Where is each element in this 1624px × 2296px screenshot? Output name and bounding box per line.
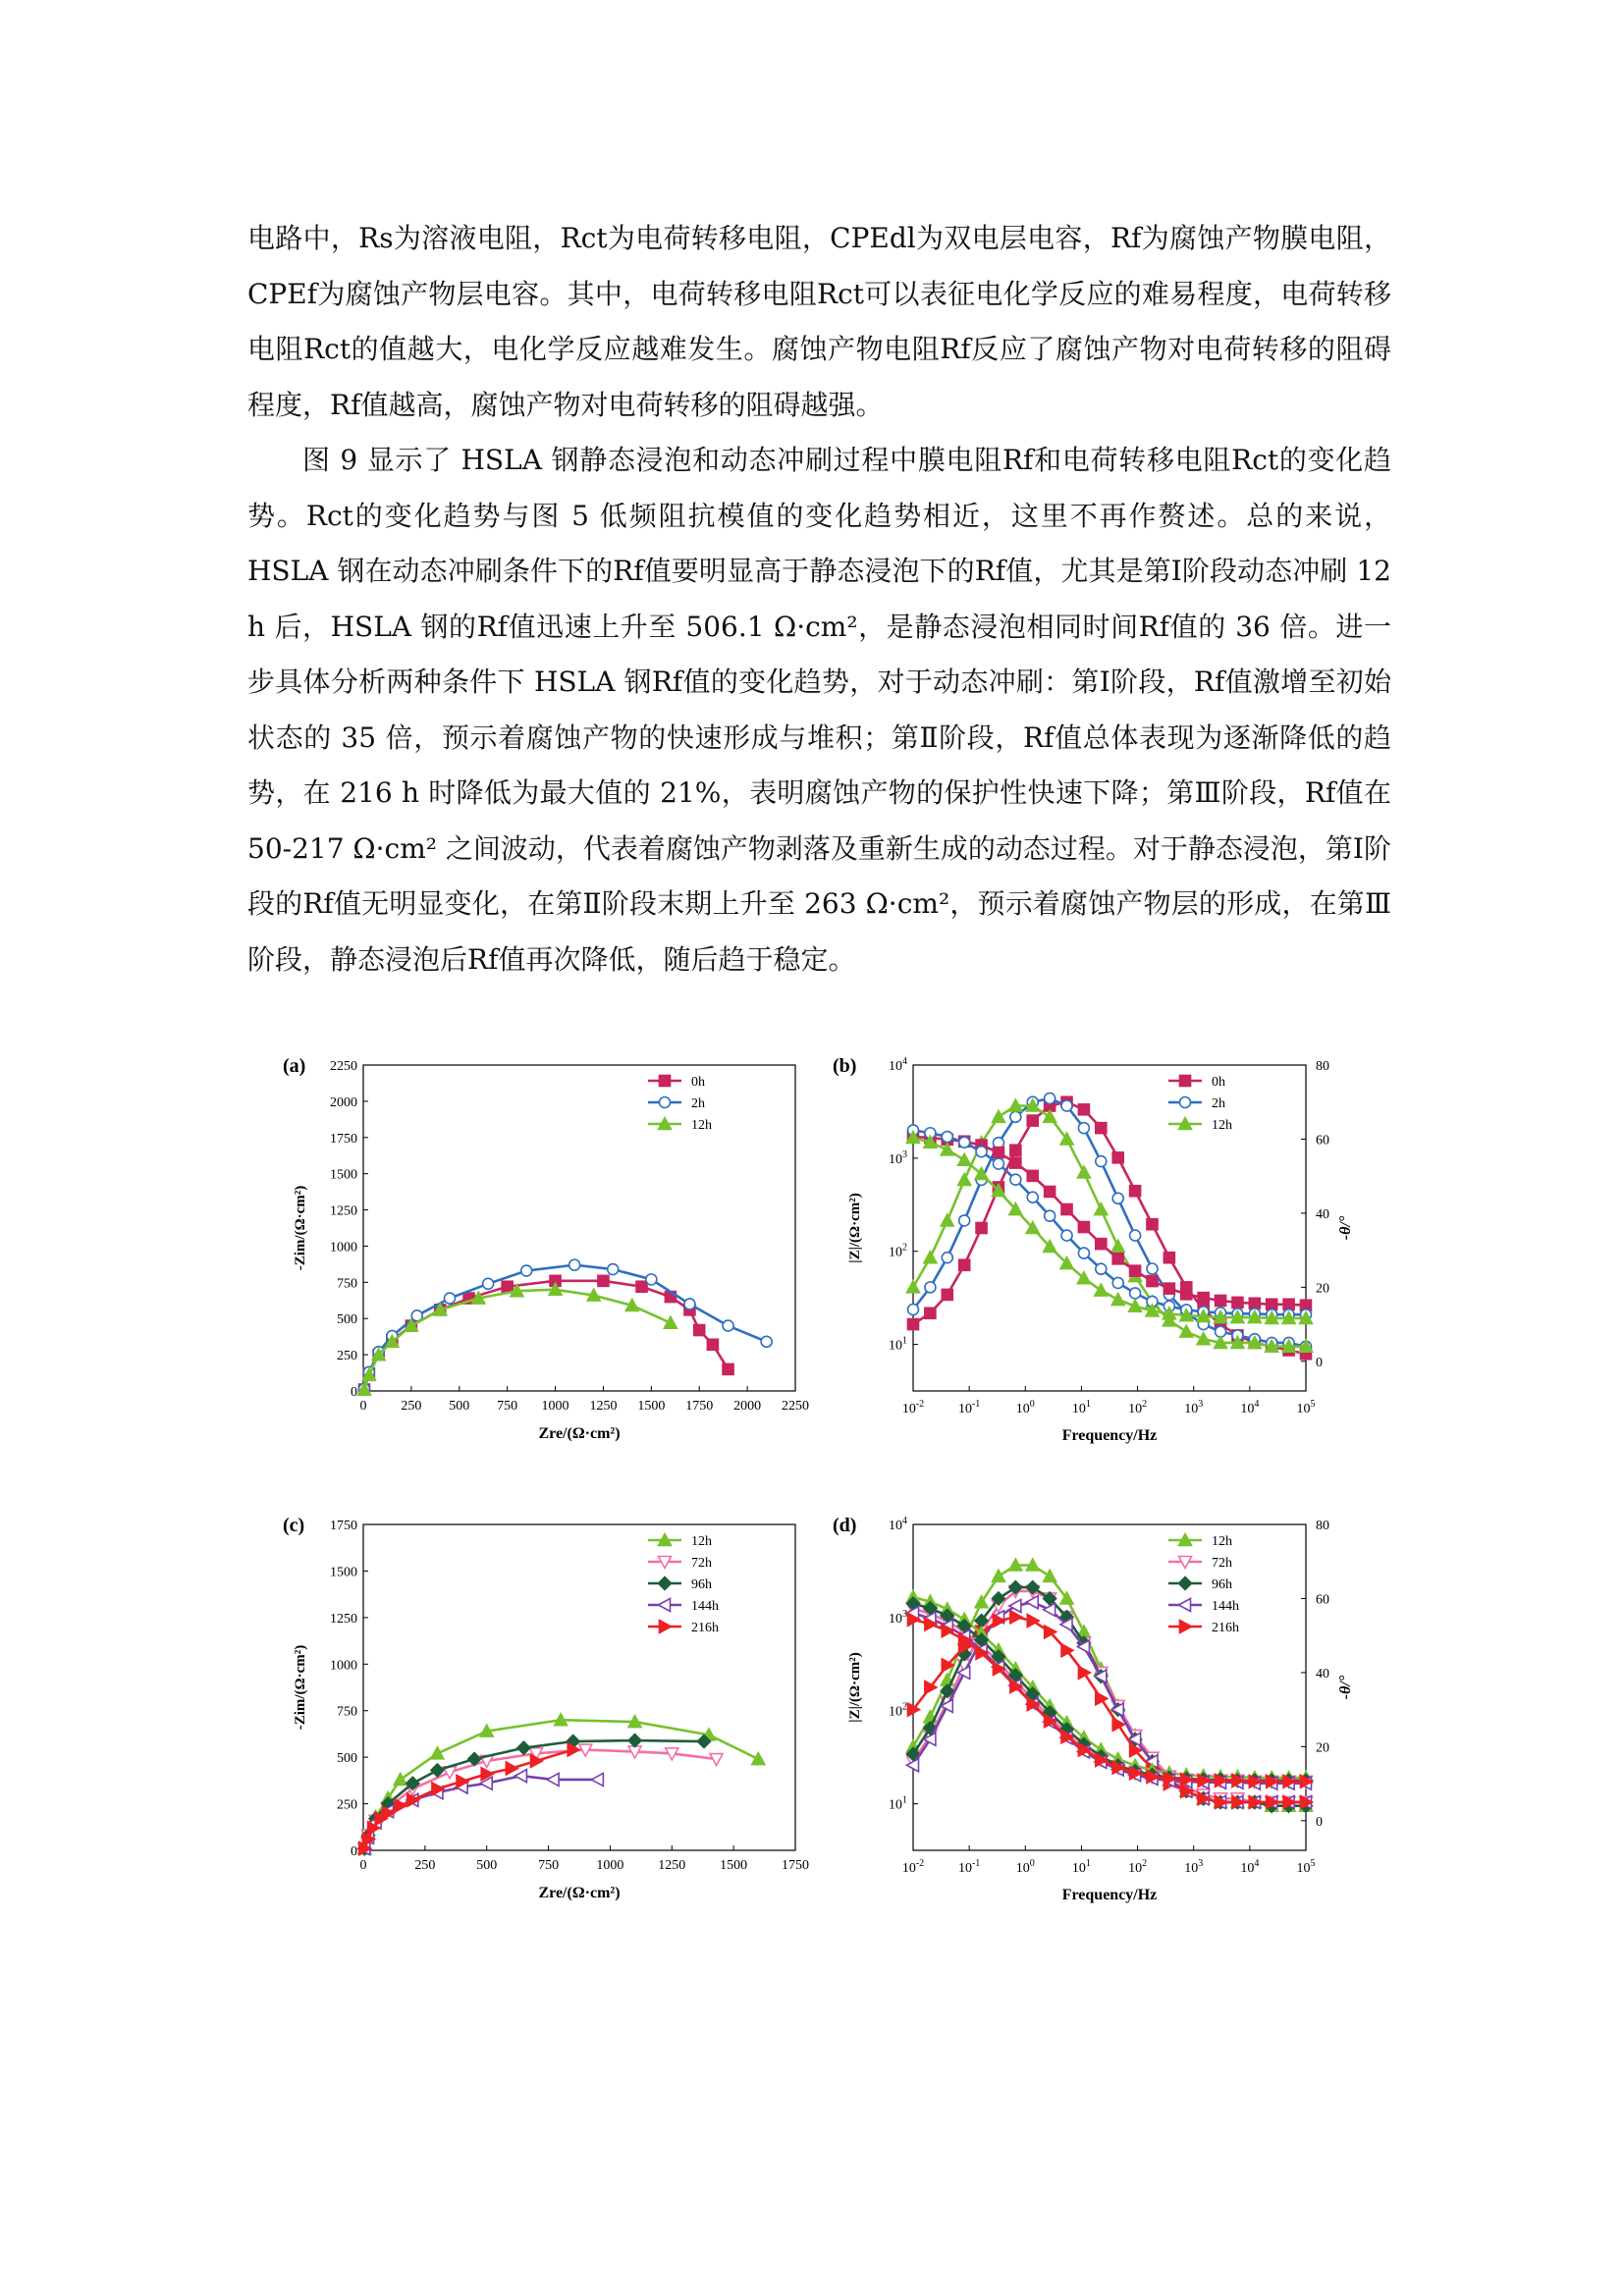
x-tick-label: $10^2$	[1128, 1858, 1148, 1876]
y-tick-label: $10^1$	[889, 1335, 907, 1354]
phase-point-12h	[924, 1252, 937, 1263]
x-tick-label: $10^1$	[1071, 1399, 1091, 1416]
x-tick-label: 1250	[589, 1399, 618, 1414]
y2-tick-label: 60	[1316, 1133, 1329, 1148]
legend-label-96h: 96h	[691, 1577, 712, 1592]
legend-marker-96h	[1179, 1577, 1192, 1590]
x-tick-label: 1000	[541, 1399, 569, 1414]
panel-label: (b)	[833, 1055, 857, 1077]
x-tick-label: 750	[538, 1858, 560, 1873]
modulus-point-0h	[1181, 1289, 1192, 1300]
y2-tick-label: 80	[1316, 1519, 1329, 1533]
phase-point-12h	[1044, 1110, 1056, 1122]
x-tick-label: 250	[414, 1858, 436, 1873]
y-tick-label: 500	[337, 1312, 357, 1328]
modulus-point-2h	[1010, 1174, 1021, 1185]
phase-point-0h	[1164, 1253, 1174, 1263]
x-tick-label: $10^0$	[1015, 1858, 1035, 1876]
phase-point-0h	[908, 1319, 919, 1330]
y-axis-label: |Z|/(Ω·cm²)	[847, 1193, 863, 1263]
modulus-point-0h	[1045, 1187, 1056, 1198]
phase-point-0h	[942, 1289, 952, 1300]
x-tick-label: $10^0$	[1015, 1399, 1035, 1416]
x-tick-label: 0	[359, 1399, 367, 1414]
y-tick-label: 1250	[330, 1203, 357, 1219]
phase-point-12h	[958, 1173, 971, 1185]
data-point-2h	[684, 1299, 695, 1309]
legend-label-216h: 216h	[691, 1621, 719, 1635]
x-tick-label: 1750	[685, 1399, 714, 1414]
modulus-point-0h	[1147, 1276, 1158, 1287]
y-tick-label: 250	[337, 1797, 357, 1813]
series-line-144h	[364, 1776, 598, 1848]
plot-frame	[363, 1524, 795, 1850]
data-point-12h	[752, 1753, 765, 1765]
phase-point-0h	[1112, 1152, 1123, 1163]
modulus-point-0h	[1078, 1222, 1089, 1233]
phase-point-2h	[1147, 1263, 1158, 1274]
phase-point-0h	[1010, 1145, 1021, 1155]
y-tick-label: 1250	[330, 1611, 357, 1627]
phase-point-0h	[1130, 1186, 1141, 1197]
legend-label-12h: 12h	[691, 1118, 712, 1133]
modulus-point-2h	[993, 1158, 1003, 1169]
data-point-12h	[431, 1747, 444, 1759]
modulus-line-2h	[913, 1130, 1306, 1314]
y-tick-label: 0	[351, 1844, 357, 1859]
legend-label-12h: 12h	[691, 1534, 712, 1549]
x-tick-label: 1500	[720, 1858, 748, 1873]
modulus-point-2h	[976, 1147, 987, 1157]
figure-panel-a	[265, 1042, 815, 1484]
y-tick-label: 1500	[330, 1565, 357, 1580]
x-tick-label: $10^3$	[1184, 1858, 1204, 1876]
phase-point-0h	[959, 1259, 970, 1270]
modulus-point-2h	[1061, 1230, 1072, 1241]
y-tick-label: $10^4$	[889, 1516, 907, 1533]
phase-point-12h	[1095, 1203, 1108, 1215]
phase-point-12h	[1111, 1240, 1124, 1252]
phase-point-12h	[1180, 1325, 1193, 1337]
data-point-0h	[694, 1325, 705, 1336]
y-tick-label: 1750	[330, 1519, 357, 1533]
data-point-0h	[598, 1275, 609, 1286]
series-line-12h	[364, 1290, 671, 1390]
modulus-point-2h	[1045, 1210, 1056, 1221]
modulus-point-12h	[958, 1153, 971, 1165]
legend-marker-216h	[660, 1621, 672, 1633]
modulus-point-2h	[942, 1132, 952, 1143]
data-point-2h	[761, 1336, 772, 1347]
phase-line-12h	[913, 1566, 1306, 1806]
legend-label-96h: 96h	[1212, 1577, 1232, 1592]
phase-point-2h	[1130, 1230, 1141, 1241]
data-point-2h	[723, 1320, 733, 1331]
legend-label-144h: 144h	[1212, 1599, 1239, 1614]
data-point-2h	[608, 1264, 619, 1275]
y-axis-label: -Zim/(Ω·cm²)	[293, 1185, 308, 1271]
modulus-point-12h	[1111, 1294, 1124, 1306]
phase-point-2h	[1078, 1123, 1089, 1134]
phase-point-12h	[941, 1214, 953, 1226]
x-tick-label: $10^5$	[1296, 1858, 1316, 1876]
y-tick-label: 1000	[330, 1240, 357, 1255]
y2-axis-label: -θ/°	[1337, 1675, 1354, 1700]
data-point-0h	[707, 1339, 718, 1350]
data-point-2h	[445, 1293, 456, 1304]
phase-point-0h	[1096, 1123, 1107, 1134]
y-tick-label: 1750	[330, 1131, 357, 1147]
y-tick-label: $10^4$	[889, 1056, 907, 1074]
data-point-144h	[591, 1773, 603, 1786]
data-point-216h	[506, 1762, 517, 1775]
y2-tick-label: 20	[1316, 1281, 1329, 1297]
phase-point-0h	[1027, 1115, 1038, 1126]
phase-point-12h	[1044, 1570, 1056, 1581]
x-tick-label: $10^{-1}$	[957, 1858, 981, 1876]
x-tick-label: 2000	[733, 1399, 762, 1414]
y2-tick-label: 40	[1316, 1666, 1329, 1682]
legend-marker-0h	[660, 1076, 671, 1087]
modulus-point-0h	[1283, 1299, 1294, 1309]
legend-label-72h: 72h	[1212, 1556, 1232, 1571]
data-point-12h	[664, 1316, 677, 1328]
legend-label-0h: 0h	[1212, 1075, 1225, 1090]
legend-marker-2h	[1180, 1097, 1191, 1108]
modulus-point-0h	[1061, 1204, 1072, 1215]
x-tick-label: 1250	[658, 1858, 686, 1873]
data-point-0h	[723, 1363, 733, 1374]
phase-point-2h	[1010, 1111, 1021, 1122]
legend-marker-216h	[1180, 1621, 1192, 1633]
modulus-point-0h	[1249, 1298, 1260, 1308]
y-tick-label: $10^2$	[889, 1242, 907, 1260]
data-point-216h	[395, 1799, 406, 1812]
figure-panel-b	[815, 1042, 1365, 1484]
data-point-0h	[502, 1281, 513, 1292]
y-tick-label: $10^2$	[889, 1701, 907, 1720]
data-point-96h	[628, 1735, 641, 1747]
y2-tick-label: 0	[1316, 1814, 1323, 1830]
y2-tick-label: 40	[1316, 1206, 1329, 1222]
legend-label-2h: 2h	[1212, 1096, 1225, 1111]
data-point-0h	[636, 1281, 647, 1292]
y2-tick-label: 20	[1316, 1740, 1329, 1756]
figure-panel-d	[815, 1502, 1365, 1944]
y-axis-label: |Z|/(Ω·cm²)	[847, 1652, 863, 1723]
modulus-point-2h	[1027, 1192, 1038, 1202]
y-tick-label: 2250	[330, 1059, 357, 1074]
legend-marker-96h	[659, 1577, 672, 1590]
phase-point-2h	[1112, 1193, 1123, 1203]
modulus-point-2h	[1130, 1288, 1141, 1299]
modulus-point-2h	[1112, 1277, 1123, 1288]
modulus-point-0h	[1112, 1254, 1123, 1264]
y-tick-label: $10^3$	[889, 1148, 907, 1167]
data-point-2h	[646, 1274, 657, 1285]
data-point-144h	[514, 1770, 526, 1783]
legend-label-0h: 0h	[691, 1075, 705, 1090]
y-tick-label: 1000	[330, 1658, 357, 1674]
legend-label-2h: 2h	[691, 1096, 705, 1111]
x-tick-label: $10^5$	[1296, 1399, 1316, 1416]
x-axis-label: Frequency/Hz	[1061, 1427, 1158, 1444]
y-tick-label: $10^1$	[889, 1794, 907, 1813]
y-axis-label: -Zim/(Ω·cm²)	[293, 1644, 308, 1731]
phase-point-216h	[1078, 1666, 1090, 1679]
x-tick-label: 0	[359, 1858, 367, 1873]
x-tick-label: 2250	[782, 1399, 809, 1414]
y-tick-label: 1500	[330, 1167, 357, 1183]
legend-marker-144h	[659, 1599, 671, 1612]
legend-label-12h: 12h	[1212, 1534, 1232, 1549]
x-tick-label: 500	[476, 1858, 498, 1873]
modulus-point-0h	[1096, 1239, 1107, 1250]
modulus-point-0h	[1010, 1157, 1021, 1168]
legend-marker-0h	[1180, 1076, 1191, 1087]
phase-point-0h	[976, 1223, 987, 1234]
phase-point-2h	[1096, 1156, 1107, 1167]
y-tick-label: $10^3$	[889, 1608, 907, 1627]
modulus-point-0h	[1027, 1170, 1038, 1181]
y-tick-label: 750	[337, 1276, 357, 1292]
y2-tick-label: 60	[1316, 1592, 1329, 1608]
legend-label-72h: 72h	[691, 1556, 712, 1571]
x-axis-label: Zre/(Ω·cm²)	[538, 1425, 621, 1442]
figure-panel-c	[265, 1502, 815, 1944]
phase-point-216h	[1096, 1692, 1108, 1705]
y-tick-label: 0	[351, 1385, 357, 1400]
y-tick-label: 750	[337, 1704, 357, 1720]
series-line-2h	[364, 1265, 767, 1389]
paragraph-1: 电路中，Rs为溶液电阻，Rct为电荷转移电阻，CPEdl为双电层电容，Rf为腐蚀产物膜电阻，CPEf为腐蚀产物层电容。其中，电荷转移电阻Rct可以表征电化学反应的难易程度，电荷转移电阻Rct的值越大，电化学反应越难发生。腐蚀产物电阻Rf反应了腐蚀产物对电荷转移的阻碍程度，Rf值越高，腐蚀产物对电荷转移的阻碍越强。	[247, 222, 1391, 421]
modulus-point-2h	[1078, 1248, 1089, 1258]
modulus-point-0h	[1198, 1293, 1209, 1304]
x-tick-label: 1750	[782, 1858, 809, 1873]
modulus-point-0h	[1130, 1265, 1141, 1276]
modulus-point-0h	[1267, 1299, 1277, 1309]
plot-frame	[363, 1065, 795, 1391]
x-tick-label: 250	[401, 1399, 422, 1414]
x-axis-label: Zre/(Ω·cm²)	[538, 1885, 621, 1901]
phase-point-0h	[1147, 1219, 1158, 1230]
y2-tick-label: 0	[1316, 1355, 1323, 1370]
y-tick-label: 2000	[330, 1095, 357, 1110]
y-tick-label: 500	[337, 1751, 357, 1767]
legend-label-216h: 216h	[1212, 1621, 1239, 1635]
x-tick-label: 750	[497, 1399, 518, 1414]
x-tick-label: 1500	[637, 1399, 666, 1414]
paragraph-2: 图 9 显示了 HSLA 钢静态浸泡和动态冲刷过程中膜电阻Rf和电荷转移电阻Rct的变化趋势。Rct的变化趋势与图 5 低频阻抗模值的变化趋势相近，这里不再作赘述。总的来说，HSLA 钢在动态冲刷条件下的Rf值要明显高于静态浸泡下的Rf值，尤其是第Ⅰ阶段动态冲刷 12 h 后，HSLA 钢的Rf值迅速上升至 506.1 Ω·cm²，是静态浸泡相同时间Rf值的 36 倍。进一步具体分析两种条件下 HSLA 钢Rf值的变化趋势，对于动态冲刷：第Ⅰ阶段，Rf值激增至初始状态的 35 倍，预示着腐蚀产物的快速形成与堆积；第Ⅱ阶段，Rf值总体表现为逐渐降低的趋势，在 216 h 时降低为最大值的 21%，表明腐蚀产物的保护性快速下降；第Ⅲ阶段，Rf值在 50-217 Ω·cm² 之间波动，代表着腐蚀产物剥落及重新生成的动态过程。对于静态浸泡，第Ⅰ阶段的Rf值无明显变化，在第Ⅱ阶段末期上升至 263 Ω·cm²，预示着腐蚀产物层的形成，在第Ⅲ阶段，静态浸泡后Rf值再次降低，随后趋于稳定。	[247, 444, 1391, 976]
phase-point-12h	[907, 1281, 920, 1293]
phase-point-0h	[925, 1308, 936, 1318]
y2-axis-label: -θ/°	[1337, 1215, 1354, 1241]
modulus-point-0h	[1232, 1297, 1243, 1308]
phase-point-2h	[908, 1305, 919, 1315]
x-tick-label: $10^{-2}$	[901, 1858, 925, 1876]
phase-point-0h	[1078, 1104, 1089, 1115]
panel-label: (a)	[283, 1055, 306, 1077]
x-tick-label: $10^2$	[1128, 1399, 1148, 1416]
phase-point-2h	[925, 1282, 936, 1293]
x-axis-label: Frequency/Hz	[1061, 1887, 1158, 1903]
phase-point-12h	[992, 1570, 1004, 1581]
modulus-point-2h	[959, 1137, 970, 1148]
modulus-point-0h	[993, 1148, 1003, 1158]
x-tick-label: $10^{-2}$	[901, 1399, 925, 1416]
legend-label-12h: 12h	[1212, 1118, 1232, 1133]
y2-tick-label: 80	[1316, 1059, 1329, 1074]
x-tick-label: 500	[449, 1399, 470, 1414]
phase-point-2h	[959, 1215, 970, 1226]
legend-marker-144h	[1179, 1599, 1191, 1612]
x-tick-label: $10^1$	[1071, 1858, 1091, 1876]
modulus-point-2h	[1096, 1263, 1107, 1274]
data-point-2h	[521, 1265, 532, 1276]
data-point-96h	[517, 1741, 530, 1754]
legend-marker-2h	[660, 1097, 671, 1108]
x-tick-label: $10^4$	[1240, 1399, 1260, 1416]
modulus-point-0h	[1216, 1295, 1226, 1306]
data-point-144h	[547, 1773, 559, 1786]
modulus-point-0h	[1164, 1283, 1174, 1294]
legend-label-144h: 144h	[691, 1599, 719, 1614]
x-tick-label: 1000	[596, 1858, 624, 1873]
x-tick-label: $10^4$	[1240, 1858, 1260, 1876]
phase-point-12h	[992, 1110, 1004, 1122]
phase-point-12h	[1197, 1333, 1210, 1345]
panel-label: (c)	[283, 1515, 305, 1536]
data-point-2h	[483, 1278, 494, 1289]
data-point-2h	[569, 1259, 580, 1270]
phase-point-2h	[1045, 1093, 1056, 1103]
y-tick-label: 250	[337, 1349, 357, 1364]
phase-point-2h	[1061, 1100, 1072, 1111]
phase-point-2h	[942, 1253, 952, 1263]
panel-label: (d)	[833, 1515, 857, 1536]
x-tick-label: $10^{-1}$	[957, 1399, 981, 1416]
x-tick-label: $10^3$	[1184, 1399, 1204, 1416]
phase-point-12h	[1077, 1166, 1090, 1178]
phase-line-2h	[913, 1098, 1306, 1347]
